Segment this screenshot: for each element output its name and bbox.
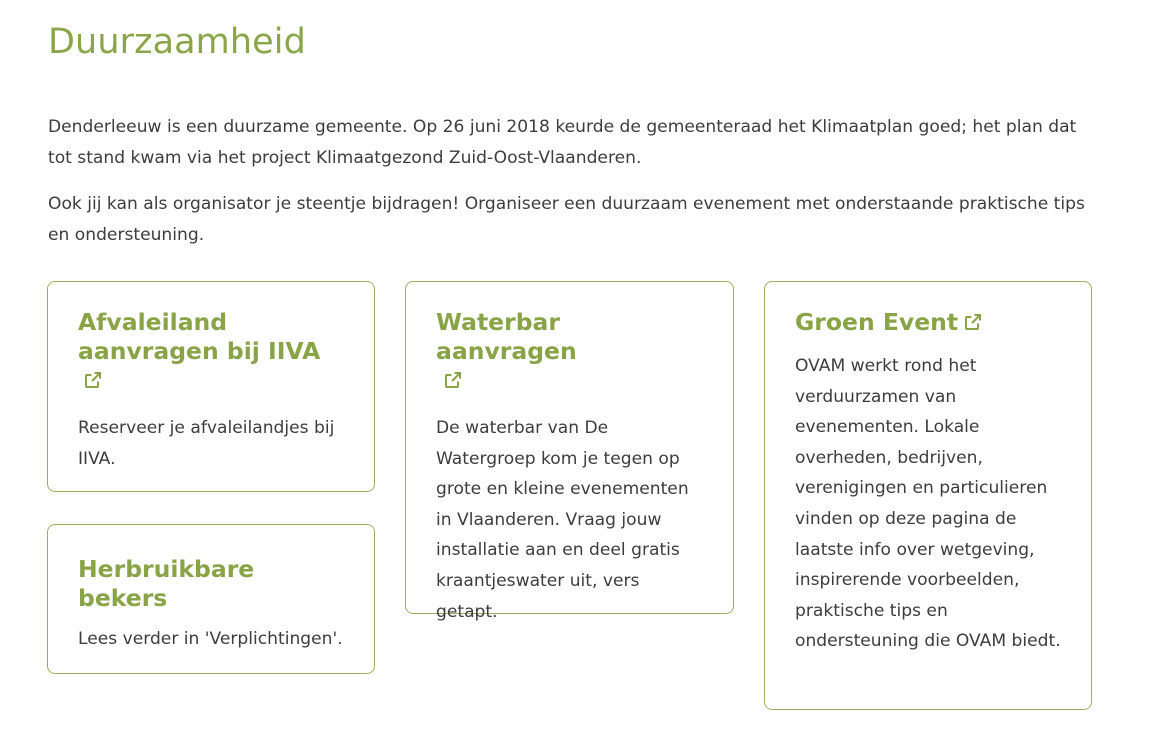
card-title-groen-event-text[interactable]: Groen Event — [795, 308, 959, 336]
card-title-groen-event[interactable] — [795, 308, 1061, 337]
card-waterbar[interactable] — [405, 281, 734, 622]
intro-paragraph-1: Denderleeuw is een duurzame gemeente. Op 26 juni 2018 keurde de gemeenteraad het Klimaatplan goed; het plan dat tot stand kwam via het project Klimaatgezond Zuid-Oost-Vlaanderen. — [48, 117, 1077, 168]
card-title-waterbar-text[interactable]: Waterbar aanvragen — [436, 308, 577, 365]
card-text-afvaleiland: Reserveer je afvaleilandjes bij IIVA. — [78, 418, 335, 469]
card-text-waterbar: De waterbar van De Watergroep kom je tegen op grote en kleine evenementen in Vlaanderen. Vraag jouw installatie aan en deel gratis kraantjeswater uit, vers getapt. — [436, 418, 689, 622]
card-groen-event[interactable] — [764, 281, 1092, 710]
page-title: Duurzaamheid — [48, 22, 306, 62]
card-herbruikbare-bekers[interactable] — [47, 524, 375, 674]
card-afvaleiland[interactable] — [47, 281, 375, 492]
card-title-herbruikbare-bekers[interactable]: Herbruikbare bekers — [78, 555, 255, 612]
external-link-icon[interactable] — [84, 371, 102, 389]
external-link-icon[interactable] — [444, 371, 462, 389]
card-text-herbruikbare-bekers: Lees verder in 'Verplichtingen'. — [78, 629, 343, 649]
card-title-afvaleiland-text[interactable]: Afvaleiland aanvragen bij IIVA — [78, 308, 321, 365]
intro-paragraph-2: Ook jij kan als organisator je steentje bijdragen! Organiseer een duurzaam evenement met onderstaande praktische tips en ondersteuning. — [48, 194, 1085, 245]
card-title-afvaleiland[interactable] — [78, 308, 344, 395]
card-title-waterbar[interactable] — [436, 308, 703, 395]
card-text-groen-event: OVAM werkt rond het verduurzamen van evenementen. Lokale overheden, bedrijven, verenigingen en particulieren vinden op deze pagina de laatste info over wetgeving, inspirerende voorbeelden, praktische tips en ondersteuning die OVAM biedt. — [795, 356, 1061, 652]
external-link-icon[interactable] — [964, 313, 982, 331]
